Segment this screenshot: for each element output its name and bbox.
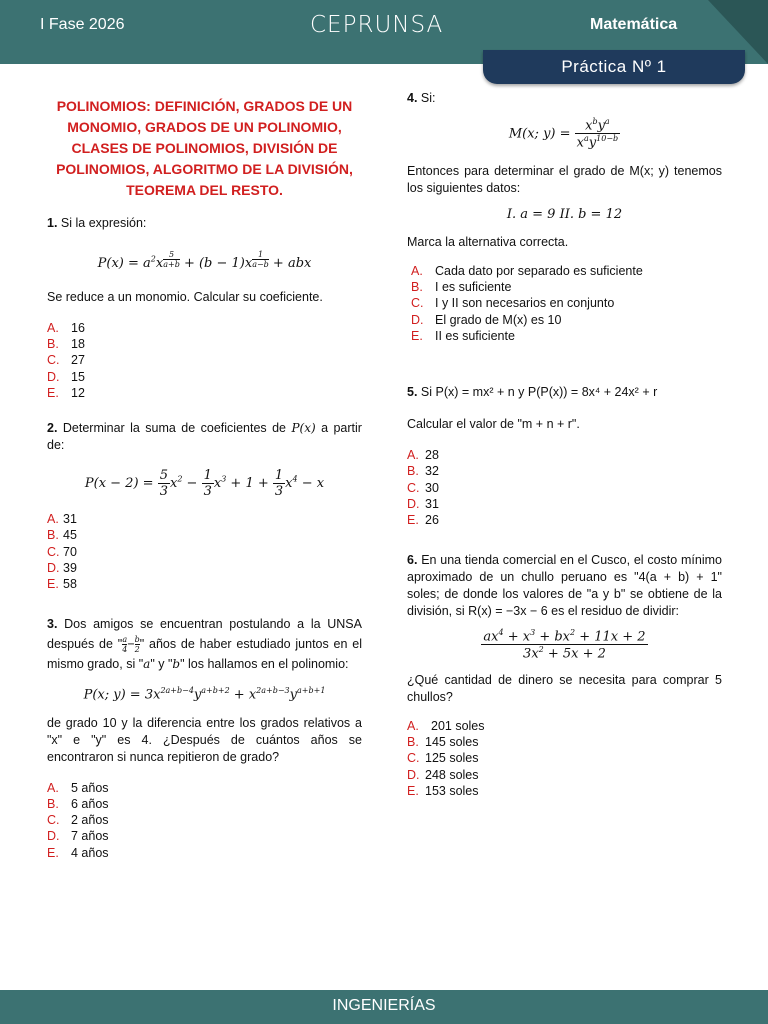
option-d[interactable]: D. El grado de M(x) es 10 <box>411 312 562 327</box>
option-e[interactable]: E. II es suficiente <box>411 328 515 343</box>
options-list <box>407 718 722 799</box>
footer-label: INGENIERÍAS <box>332 997 436 1014</box>
option-a[interactable]: A. Cada dato por separado es suficiente <box>411 263 643 278</box>
question-1 <box>47 215 362 401</box>
question-6: 6. En una tienda comercial en el Cusco, el costo mínimo aproximado de un chullo peruano es "4(a + b) + 1" soles; de donde los valores de "a y b" se obtiene de la división, si R(x) = −3x − 6 es el residuo de dividir: $\frac{ax^4 + x^3 + bx^2 + 11x + 2}{3x^2 + 5x + 2}$ ¿Qué cantidad de dinero se necesita para comprar 5 chullos? A. 201 soles B. 145 soles C. 125 soles D. 248 soles E. 153 soles <box>407 553 722 798</box>
options-list <box>47 511 362 592</box>
option-a[interactable]: A. 201 soles <box>407 718 485 733</box>
option-d[interactable]: D. 7 años <box>47 829 109 844</box>
option-a[interactable]: A. 5 años <box>47 780 109 795</box>
formula-q3: P(x; $y) = 3x^{2a+b-4}y^{a+b+2} + x^{2a+b-3}y^{a+b+1}$ <box>83 686 326 703</box>
option-c[interactable]: C. 125 soles <box>407 751 479 766</box>
option-d[interactable]: D. 15 <box>47 369 85 384</box>
question-number: 1. <box>47 216 58 230</box>
question-statement: de grado 10 y la diferencia entre los grados relativos a "x" e "y" es 4. ¿Después de cuántos años se encontraron si nunca repitieron de grado? <box>47 715 362 764</box>
question-text: Si la expresión: <box>60 216 147 230</box>
option-c[interactable]: C. 30 <box>407 480 439 495</box>
option-d[interactable]: D. 31 <box>407 496 439 511</box>
question-number: 4. <box>407 91 418 105</box>
question-statement: Se reduce a un monomio. Calcular su coeficiente. <box>47 289 323 304</box>
options-list <box>407 263 722 344</box>
options-list <box>47 320 362 401</box>
option-d[interactable]: D. 248 soles <box>407 767 479 782</box>
option-e[interactable]: E. 12 <box>47 386 85 401</box>
option-c[interactable]: C. 2 años <box>47 813 109 828</box>
question-number: 5. <box>407 385 418 399</box>
question-2: 2. Determinar la suma de coeficientes de P(x) a partir de: P(x − 2) = $\frac{5}{3}$ $x^2$ − $\frac{1}{3}$ $x^3 + 1$ + $\frac{1}{3}$ $x^4 - x$ A. 31 B. 45 C. 70 D. 39 E. 58 <box>47 421 362 592</box>
question-number: 6. <box>407 553 418 567</box>
option-c[interactable]: C. 70 <box>47 544 77 559</box>
question-3: 3. Dos amigos se encuentran postulando a la UNSA después de " $\frac{a}{4}-$ $\frac{b}{2}$" años de haber estudiado juntos en el mismo grado, si "a" y "b" los hallamos en el polinomio: P(x; $y) = 3x^{2a+b-4}y^{a+b+2} + x^{2a+b-3}y^{a+b+1}$ de grado 10 y la diferencia entre los grados relativos a "x" e "y" es 4. ¿Después de cuántos años se encontraron si nunca repitieron de grado? A. 5 años B. 6 años C. 2 años D. 7 años E. 4 años <box>47 617 362 860</box>
option-c[interactable]: C. I y II son necesarios en conjunto <box>411 296 615 311</box>
instruction: Marca la alternativa correcta. <box>407 234 569 249</box>
data-list: I. a = 9 II. b = 12 <box>506 206 623 222</box>
subject-label: Matemática <box>590 16 678 33</box>
option-b[interactable]: B. 18 <box>47 337 85 352</box>
question-statement: ¿Qué cantidad de dinero se necesita para comprar 5 chullos? <box>407 672 722 704</box>
option-d[interactable]: D. 39 <box>47 560 77 575</box>
formula-q6: $\frac{ax^4 + x^3 + bx^2 + 11x + 2}{3x^2 + 5x + 2}$ <box>483 628 646 662</box>
option-e[interactable]: E. 4 años <box>47 845 109 860</box>
option-c[interactable]: C. 27 <box>47 353 85 368</box>
option-b[interactable]: B. 32 <box>407 464 439 479</box>
phase-label: I Fase 2026 <box>40 16 125 33</box>
question-number: 2. <box>47 421 58 435</box>
options-list <box>47 780 362 861</box>
option-e[interactable]: E. 58 <box>47 577 77 592</box>
option-b[interactable]: B. 6 años <box>47 796 109 811</box>
question-number: 3. <box>47 617 58 631</box>
question-statement: Calcular el valor de "m + n + r". <box>407 417 580 431</box>
option-e[interactable]: E. 26 <box>407 513 439 528</box>
option-a[interactable]: A. 31 <box>47 512 77 526</box>
practica-badge: Práctica Nº 1 <box>483 50 745 84</box>
option-a[interactable]: A. 16 <box>47 320 85 335</box>
question-statement: Entonces para determinar el grado de M(x; y) tenemos los siguientes datos: <box>407 163 722 195</box>
question-4: 4. Si: M(x; y) = $\frac{x^by^a}{x^ay^{10-b}}$ Entonces para determinar el grado de M(x; y) tenemos los siguientes datos: I. a = 9 II. b = 12 Marca la alternativa correcta. A. Cada dato por separado es suficiente B. I es suficiente C. I y II son necesarios en conjunto D. El grado de M(x) es 10 E. II es suficiente <box>407 91 722 343</box>
option-b[interactable]: B. 145 soles <box>407 734 479 749</box>
option-e[interactable]: E. 153 soles <box>407 783 479 798</box>
page-footer <box>0 990 768 1024</box>
option-a[interactable]: A. 28 <box>407 448 439 462</box>
option-b[interactable]: B. 45 <box>47 528 77 543</box>
formula-q1: $P(x) = a^2x$ $^{\frac{5}{a+b}}$ + (b − 1)x $^{\frac{1}{a-b}}$ + abx <box>97 250 312 271</box>
section-title: POLINOMIOS: DEFINICIÓN, GRADOS DE UN MONOMIO, GRADOS DE UN POLINOMIO, CLASES DE POLINOMIOS, DIVISIÓN DE POLINOMIOS, ALGORITMO DE LA DIVISIÓN, TEOREMA DEL RESTO. <box>56 98 353 198</box>
question-5: 5. Si P(x) = mx² + n y P(P(x)) = 8x⁴ + 24x² + r Calcular el valor de "m + n + r". A. 28 B. 32 C. 30 D. 31 E. 26 <box>407 384 722 528</box>
formula-q2: P(x − 2) = $\frac{5}{3}$ $x^2$ − $\frac{1}{3}$ $x^3 + 1$ + $\frac{1}{3}$ $x^4 - x$ <box>84 468 325 499</box>
option-b[interactable]: B. I es suficiente <box>411 279 512 294</box>
options-list <box>407 447 722 528</box>
left-column <box>47 96 362 211</box>
ceprunsa-logo: CEPRUNSA <box>310 12 444 38</box>
formula-q4: M(x; y) = $\frac{x^by^a}{x^ay^{10-b}}$ <box>508 117 619 151</box>
